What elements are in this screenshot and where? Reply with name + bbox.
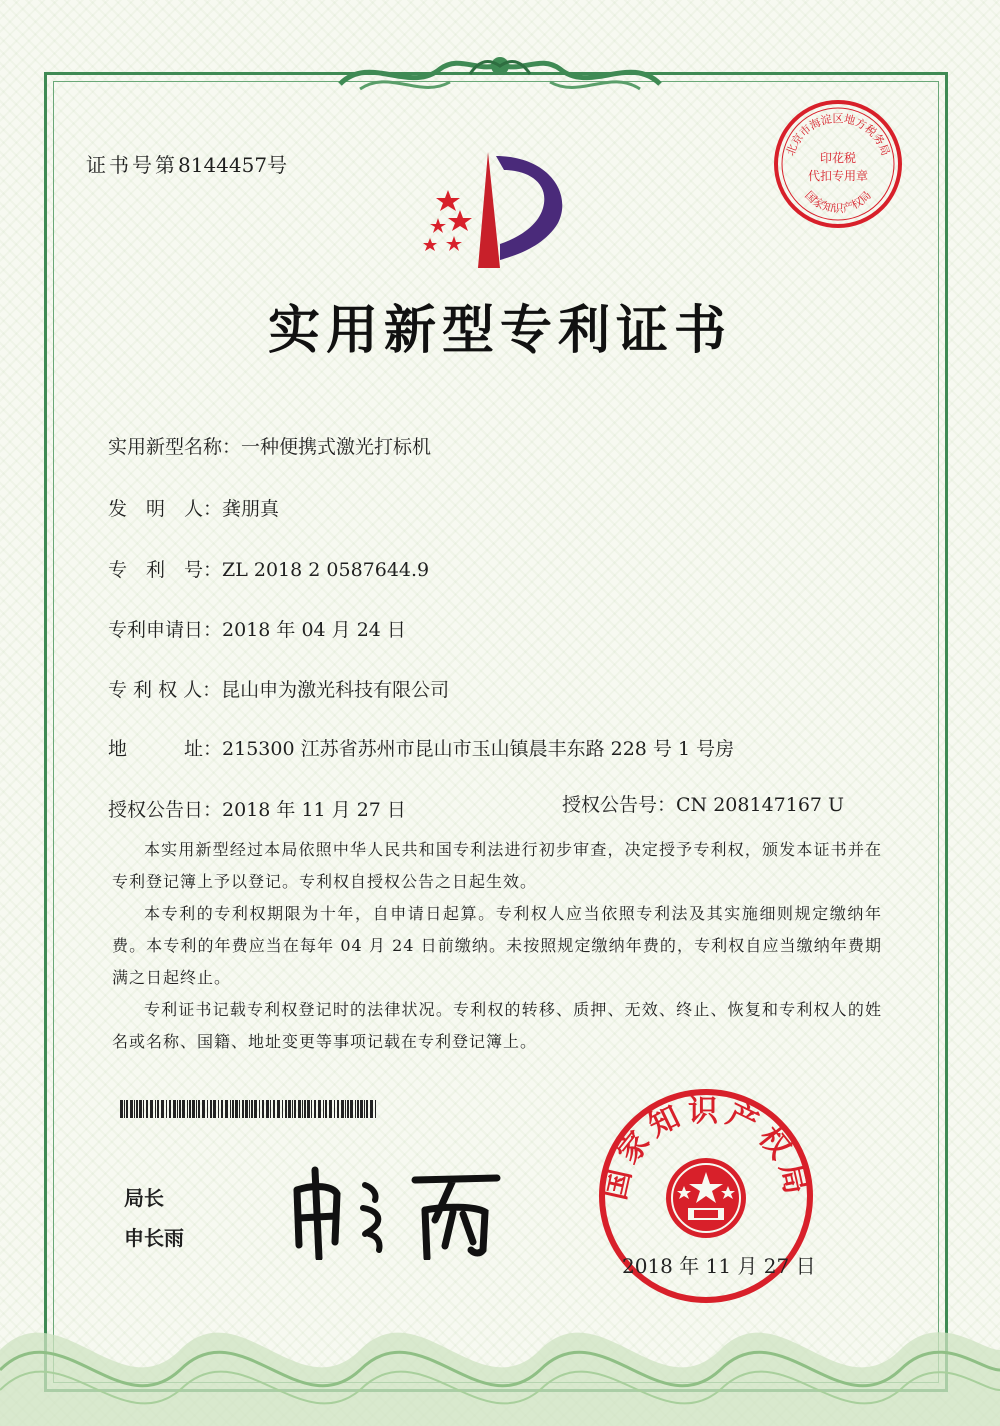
barcode-bar: [187, 1100, 188, 1118]
barcode-bar: [375, 1100, 376, 1118]
field-value: 2018 年 04 月 24 日: [222, 619, 406, 641]
barcode-bar: [221, 1100, 223, 1118]
barcode-bar: [192, 1100, 195, 1118]
barcode-bar: [202, 1100, 205, 1118]
barcode-bar: [259, 1100, 260, 1118]
barcode-bar: [314, 1100, 316, 1118]
field-utility-name: [108, 432, 431, 459]
barcode-bar: [146, 1100, 148, 1118]
barcode-bar: [182, 1100, 185, 1118]
barcode-bar: [318, 1100, 321, 1118]
barcode: [120, 1100, 376, 1118]
barcode-bar: [254, 1100, 257, 1118]
tax-bureau-seal: [770, 96, 906, 232]
barcode-bar: [207, 1100, 208, 1118]
barcode-bar: [198, 1100, 200, 1118]
barcode-bar: [302, 1100, 303, 1118]
field-pub-date: [108, 795, 406, 822]
barcode-bar: [370, 1100, 373, 1118]
field-value: CN 208147167 U: [676, 794, 845, 816]
barcode-bar: [285, 1100, 287, 1118]
barcode-bar: [337, 1100, 339, 1118]
barcode-bar: [189, 1100, 191, 1118]
barcode-bar: [350, 1100, 353, 1118]
director-title: 局长: [124, 1186, 164, 1210]
field-patent-number: [108, 555, 429, 582]
field-pub-number: [562, 790, 844, 817]
field-address: [108, 734, 734, 761]
barcode-bar: [288, 1100, 291, 1118]
barcode-bar: [245, 1100, 248, 1118]
barcode-bar: [166, 1100, 167, 1118]
field-apply-date: [108, 615, 406, 642]
patent-office-logo: [408, 148, 578, 268]
field-label: 专利申请日：: [108, 619, 223, 641]
barcode-bar: [139, 1100, 142, 1118]
bottom-wave-pattern: [0, 1290, 1000, 1426]
paragraph: 本专利的专利权期限为十年，自申请日起算。专利权人应当依照专利法及其实施细则规定缴纳年费。本专利的年费应当在每年 04 月 24 日前缴纳。未按照规定缴纳年费的，专利权自应当缴纳年费期满之日起终止。: [112, 904, 882, 987]
barcode-bar: [357, 1100, 359, 1118]
field-value: 2018 年 11 月 27 日: [222, 799, 406, 821]
barcode-bar: [225, 1100, 228, 1118]
barcode-bar: [136, 1100, 138, 1118]
barcode-bar: [360, 1100, 363, 1118]
tax-seal-center-1: 印花税: [819, 151, 857, 165]
barcode-bar: [239, 1100, 240, 1118]
barcode-bar: [196, 1100, 197, 1118]
field-value: 一种便携式激光打标机: [241, 436, 432, 458]
paragraph: 专利证书记载专利权登记时的法律状况。专利权的转移、质押、无效、终止、恢复和专利权人的姓名或名称、国籍、地址变更等事项记载在专利登记簿上。: [112, 1000, 882, 1051]
field-label: 实用新型名称：: [108, 436, 242, 458]
barcode-bar: [251, 1100, 253, 1118]
field-value: ZL 2018 2 0587644.9: [222, 559, 430, 581]
tax-seal-bottom: 国家知识产权局: [802, 188, 874, 216]
barcode-bar: [218, 1100, 219, 1118]
barcode-bar: [230, 1100, 231, 1118]
barcode-bar: [177, 1100, 178, 1118]
barcode-bar: [124, 1100, 125, 1118]
paragraph: 本实用新型经过本局依照中华人民共和国专利法进行初步审查，决定授予专利权，颁发本证书并在专利登记簿上予以登记。专利权自授权公告之日起生效。: [112, 840, 882, 891]
barcode-bar: [334, 1100, 335, 1118]
barcode-bar: [304, 1100, 306, 1118]
barcode-bar: [270, 1100, 271, 1118]
barcode-bar: [249, 1100, 250, 1118]
barcode-bar: [341, 1100, 344, 1118]
barcode-bar: [126, 1100, 128, 1118]
issue-date: 2018 年 11 月 27 日: [622, 1254, 816, 1278]
official-seal-text: 国家知识产权局: [597, 1094, 815, 1203]
barcode-bar: [292, 1100, 293, 1118]
field-label: 地 址：: [108, 738, 223, 760]
barcode-bar: [266, 1100, 269, 1118]
field-value: 215300 江苏省苏州市昆山市玉山镇晨丰东路 228 号 1 号房: [222, 738, 735, 760]
field-label: 授权公告日：: [108, 799, 223, 821]
director-signature: [285, 1150, 505, 1260]
barcode-bar: [311, 1100, 312, 1118]
barcode-bar: [130, 1100, 133, 1118]
barcode-bar: [235, 1100, 238, 1118]
barcode-bar: [273, 1100, 275, 1118]
barcode-bar: [364, 1100, 365, 1118]
barcode-bar: [169, 1100, 171, 1118]
barcode-bar: [294, 1100, 296, 1118]
barcode-bar: [232, 1100, 234, 1118]
tax-seal-center-2: 代扣专用章: [807, 169, 869, 183]
director-name: 申长雨: [124, 1226, 184, 1250]
barcode-bar: [242, 1100, 244, 1118]
certificate-number: 证书号第8144457号: [86, 153, 291, 177]
barcode-bar: [213, 1100, 216, 1118]
barcode-bar: [282, 1100, 283, 1118]
barcode-bar: [347, 1100, 349, 1118]
document-title: 实用新型专利证书: [267, 300, 732, 361]
svg-text:国家知识产权局: [802, 189, 874, 215]
barcode-bar: [120, 1100, 123, 1118]
barcode-bar: [179, 1100, 181, 1118]
barcode-bar: [210, 1100, 212, 1118]
barcode-bar: [262, 1100, 264, 1118]
top-ornament: [330, 44, 670, 104]
barcode-bar: [143, 1100, 144, 1118]
barcode-bar: [325, 1100, 327, 1118]
field-label: 专 利 号：: [108, 559, 223, 581]
barcode-bar: [161, 1100, 164, 1118]
barcode-bar: [298, 1100, 301, 1118]
barcode-bar: [134, 1100, 135, 1118]
barcode-bar: [323, 1100, 324, 1118]
barcode-bar: [307, 1100, 310, 1118]
field-value: 龚朋真: [222, 498, 280, 520]
barcode-bar: [150, 1100, 153, 1118]
field-label: 授权公告号：: [562, 794, 677, 816]
barcode-bar: [173, 1100, 176, 1118]
barcode-bar: [157, 1100, 159, 1118]
field-label: 发 明 人：: [108, 498, 223, 520]
field-label: 专 利 权 人：: [108, 679, 222, 701]
barcode-bar: [277, 1100, 280, 1118]
field-value: 昆山申为激光科技有限公司: [221, 679, 450, 701]
barcode-bar: [345, 1100, 346, 1118]
field-owner: [108, 675, 449, 702]
field-inventor: [108, 494, 279, 521]
barcode-bar: [366, 1100, 368, 1118]
barcode-bar: [155, 1100, 156, 1118]
barcode-bar: [329, 1100, 332, 1118]
barcode-bar: [355, 1100, 356, 1118]
tax-seal-text: 北京市海淀区地方税务局: [783, 112, 893, 158]
